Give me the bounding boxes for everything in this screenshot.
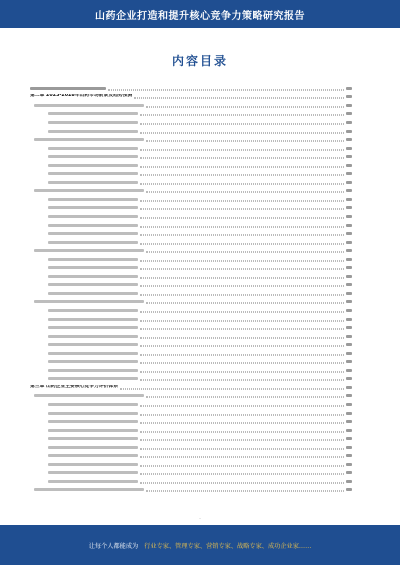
toc-dot-leader	[140, 235, 344, 236]
toc-dot-leader	[146, 252, 344, 253]
toc-subsection-entry[interactable]	[30, 400, 352, 409]
toc-entry-title	[48, 437, 138, 440]
toc-dot-leader	[140, 371, 344, 372]
toc-chapter-entry[interactable]	[30, 383, 352, 392]
toc-dot-leader	[146, 192, 344, 193]
toc-entry-title	[48, 463, 138, 466]
toc-dot-leader	[140, 363, 344, 364]
toc-entry-title	[34, 138, 144, 141]
toc-dot-leader	[140, 243, 344, 244]
toc-subsection-entry[interactable]	[30, 375, 352, 384]
toc-dot-leader	[140, 380, 344, 381]
toc-dot-leader	[140, 482, 344, 483]
toc-dot-leader	[140, 474, 344, 475]
toc-entry-title	[48, 121, 138, 124]
toc-subsection-entry[interactable]	[30, 118, 352, 127]
toc-dot-leader	[140, 158, 344, 159]
toc-dot-leader	[140, 183, 344, 184]
toc-subsection-entry[interactable]	[30, 255, 352, 264]
toc-page-number	[346, 480, 352, 483]
toc-subsection-entry[interactable]	[30, 238, 352, 247]
toc-page-number	[346, 266, 352, 269]
toc-entry-title	[48, 471, 138, 474]
toc-page-number	[346, 215, 352, 218]
toc-subsection-entry[interactable]	[30, 195, 352, 204]
toc-dot-leader	[140, 465, 344, 466]
toc-dot-leader	[140, 346, 344, 347]
toc-entry-title	[48, 198, 138, 201]
toc-entry-title	[34, 394, 144, 397]
toc-subsection-entry[interactable]	[30, 477, 352, 486]
toc-dot-leader	[140, 311, 344, 312]
toc-dot-leader	[140, 200, 344, 201]
toc-dot-leader	[140, 329, 344, 330]
toc-entry-title	[48, 309, 138, 312]
toc-page-number	[346, 258, 352, 261]
toc-dot-leader	[140, 457, 344, 458]
toc-entry-title	[48, 155, 138, 158]
toc-section-entry[interactable]	[30, 486, 352, 495]
toc-entry-title	[48, 266, 138, 269]
toc-page-number	[346, 147, 352, 150]
toc-subsection-entry[interactable]	[30, 178, 352, 187]
toc-entry-title	[34, 249, 144, 252]
toc-entry-title	[48, 429, 138, 432]
toc-section-entry[interactable]	[30, 135, 352, 144]
toc-dot-leader	[134, 98, 344, 99]
toc-entry-title	[48, 275, 138, 278]
toc-section-entry[interactable]	[30, 246, 352, 255]
toc-entry-title	[48, 412, 138, 415]
toc-chapter-entry[interactable]	[30, 84, 352, 93]
toc-dot-leader	[140, 269, 344, 270]
toc-dot-leader	[140, 149, 344, 150]
toc-entry-title	[34, 104, 144, 107]
toc-subsection-entry[interactable]	[30, 204, 352, 213]
toc-page-number	[346, 318, 352, 321]
toc-entry-title	[48, 130, 138, 133]
toc-dot-leader	[140, 354, 344, 355]
toc-subsection-entry[interactable]	[30, 229, 352, 238]
toc-page-number	[346, 95, 352, 98]
toc-entry-title: 第三章 山药企业主要核心竞争力评价体系	[30, 385, 119, 390]
toc-entry-title	[48, 172, 138, 175]
toc-subsection-entry[interactable]	[30, 349, 352, 358]
toc-page-number	[346, 300, 352, 303]
toc-page-number	[346, 463, 352, 466]
toc-dot-leader	[120, 388, 344, 389]
toc-subsection-entry[interactable]	[30, 169, 352, 178]
toc-dot-leader	[140, 123, 344, 124]
toc-entry-title	[48, 403, 138, 406]
toc-subsection-entry[interactable]	[30, 460, 352, 469]
toc-page-number	[346, 112, 352, 115]
toc-dot-leader	[140, 440, 344, 441]
toc-page-number	[346, 232, 352, 235]
toc-subsection-entry[interactable]	[30, 434, 352, 443]
toc-subsection-entry[interactable]	[30, 358, 352, 367]
toc-dot-leader	[140, 320, 344, 321]
toc-page-number	[346, 412, 352, 415]
toc-dot-leader	[146, 106, 344, 107]
toc-chapter-entry[interactable]	[30, 93, 352, 102]
toc-dot-leader	[140, 209, 344, 210]
toc-dot-leader	[140, 115, 344, 116]
toc-subsection-entry[interactable]	[30, 315, 352, 324]
toc-entry-title	[48, 112, 138, 115]
toc-dot-leader	[108, 89, 344, 90]
header-title: 山药企业打造和提升核心竞争力策略研究报告	[95, 10, 305, 22]
page-number-marker: ·	[199, 516, 201, 521]
toc-subsection-entry[interactable]	[30, 289, 352, 298]
toc-section-entry[interactable]	[30, 392, 352, 401]
toc-dot-leader	[140, 217, 344, 218]
toc-page-number	[346, 138, 352, 141]
toc-entry-title	[48, 454, 138, 457]
footer-tagline: 让每个人都能成为	[88, 542, 139, 550]
toc-entry-title	[48, 420, 138, 423]
toc-page-number	[346, 198, 352, 201]
toc-entry-title	[48, 232, 138, 235]
toc-entry-title	[48, 369, 138, 372]
toc-subsection-entry[interactable]	[30, 127, 352, 136]
toc-dot-leader	[140, 423, 344, 424]
toc-page-number	[346, 403, 352, 406]
toc-page-number	[346, 309, 352, 312]
toc-page-number	[346, 121, 352, 124]
toc-entry-title	[48, 318, 138, 321]
toc-page-number	[346, 189, 352, 192]
toc-page-number	[346, 454, 352, 457]
toc-entry-title	[48, 335, 138, 338]
toc-page-number	[346, 181, 352, 184]
toc-page-number	[346, 224, 352, 227]
toc-entry-title	[48, 215, 138, 218]
toc-entry-title	[48, 224, 138, 227]
toc-subsection-entry[interactable]	[30, 340, 352, 349]
toc-entry-title	[48, 181, 138, 184]
toc-subsection-entry[interactable]	[30, 323, 352, 332]
toc-dot-leader	[140, 406, 344, 407]
toc-page-number	[346, 420, 352, 423]
toc-subsection-entry[interactable]	[30, 152, 352, 161]
toc-subsection-entry[interactable]	[30, 417, 352, 426]
toc-dot-leader	[146, 491, 344, 492]
toc-dot-leader	[140, 337, 344, 338]
toc-subsection-entry[interactable]	[30, 306, 352, 315]
toc-subsection-entry[interactable]	[30, 426, 352, 435]
toc-page-number	[346, 104, 352, 107]
toc-subsection-entry[interactable]	[30, 212, 352, 221]
toc-page-number	[346, 429, 352, 432]
toc-dot-leader	[140, 226, 344, 227]
toc-subsection-entry[interactable]	[30, 161, 352, 170]
toc-dot-leader	[146, 303, 344, 304]
toc-entry-title	[48, 352, 138, 355]
toc-section-entry[interactable]	[30, 298, 352, 307]
toc-entry-title	[30, 87, 106, 90]
toc-section-entry[interactable]	[30, 101, 352, 110]
toc-dot-leader	[140, 175, 344, 176]
page-footer	[0, 525, 400, 565]
toc-subsection-entry[interactable]	[30, 469, 352, 478]
toc-subsection-entry[interactable]	[30, 332, 352, 341]
toc-page-number	[346, 172, 352, 175]
toc-page-number	[346, 335, 352, 338]
toc-page-number	[346, 241, 352, 244]
toc-page-number	[346, 352, 352, 355]
toc-page-number	[346, 386, 352, 389]
toc-subsection-entry[interactable]	[30, 452, 352, 461]
toc-dot-leader	[140, 260, 344, 261]
toc-entry-title	[48, 343, 138, 346]
toc-dot-leader	[146, 397, 344, 398]
table-of-contents	[30, 84, 352, 494]
toc-page-number	[346, 360, 352, 363]
toc-subsection-entry[interactable]	[30, 221, 352, 230]
toc-page-number	[346, 343, 352, 346]
toc-page-number	[346, 326, 352, 329]
toc-subsection-entry[interactable]	[30, 281, 352, 290]
toc-subsection-entry[interactable]	[30, 272, 352, 281]
toc-entry-title	[48, 241, 138, 244]
toc-dot-leader	[140, 166, 344, 167]
toc-subsection-entry[interactable]	[30, 110, 352, 119]
footer-roles: 行业专家、管理专家、营销专家、战略专家、成功企业家……	[144, 542, 312, 550]
toc-entry-title	[34, 488, 144, 491]
toc-dot-leader	[140, 414, 344, 415]
toc-subsection-entry[interactable]	[30, 366, 352, 375]
toc-page-number	[346, 164, 352, 167]
toc-subsection-entry[interactable]	[30, 443, 352, 452]
toc-entry-title	[48, 206, 138, 209]
toc-page-number	[346, 155, 352, 158]
toc-entry-title: 第二章 2023-2028年山药市场前景及趋势预测	[30, 94, 133, 99]
toc-page-number	[346, 488, 352, 491]
toc-page-number	[346, 249, 352, 252]
toc-dot-leader	[146, 141, 344, 142]
toc-entry-title	[48, 360, 138, 363]
toc-subsection-entry[interactable]	[30, 144, 352, 153]
toc-entry-title	[48, 164, 138, 167]
toc-entry-title	[34, 189, 144, 192]
toc-page-number	[346, 369, 352, 372]
toc-page-number	[346, 394, 352, 397]
toc-dot-leader	[140, 431, 344, 432]
toc-section-entry[interactable]	[30, 187, 352, 196]
toc-page-number	[346, 275, 352, 278]
toc-page-number	[346, 283, 352, 286]
toc-dot-leader	[140, 286, 344, 287]
toc-entry-title	[48, 147, 138, 150]
toc-entry-title	[48, 377, 138, 380]
toc-entry-title	[48, 480, 138, 483]
toc-entry-title	[48, 326, 138, 329]
toc-page-number	[346, 471, 352, 474]
toc-entry-title	[48, 292, 138, 295]
toc-page-number	[346, 437, 352, 440]
toc-page-number	[346, 377, 352, 380]
toc-title: 内容目录	[171, 54, 228, 68]
toc-entry-title	[34, 300, 144, 303]
toc-dot-leader	[140, 132, 344, 133]
toc-entry-title	[48, 258, 138, 261]
toc-page-number	[346, 206, 352, 209]
toc-dot-leader	[140, 448, 344, 449]
toc-page-number	[346, 87, 352, 90]
toc-page-number	[346, 292, 352, 295]
toc-dot-leader	[140, 294, 344, 295]
toc-dot-leader	[140, 277, 344, 278]
toc-entry-title	[48, 283, 138, 286]
toc-page-number	[346, 446, 352, 449]
toc-subsection-entry[interactable]	[30, 263, 352, 272]
toc-page-number	[346, 130, 352, 133]
document-header	[0, 0, 400, 28]
toc-entry-title	[48, 446, 138, 449]
toc-subsection-entry[interactable]	[30, 409, 352, 418]
